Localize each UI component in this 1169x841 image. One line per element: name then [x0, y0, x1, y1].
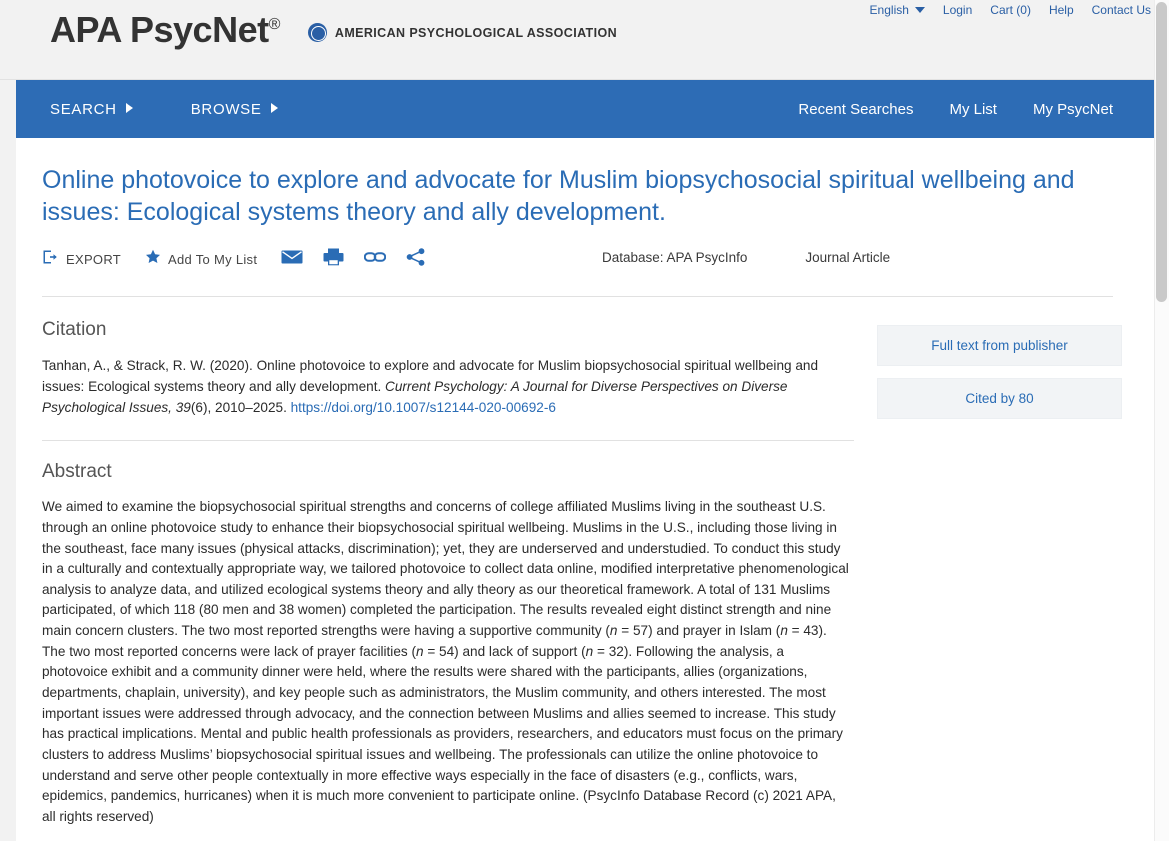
abstract-part-4: = 54) and lack of support (	[423, 643, 586, 659]
utility-nav	[870, 0, 1151, 20]
export-label: EXPORT	[66, 251, 122, 267]
database-label: Database: APA PsycInfo	[602, 250, 748, 265]
language-label: English	[869, 3, 909, 17]
site-header	[0, 0, 1169, 80]
page-scrollbar[interactable]	[1154, 0, 1169, 841]
record-toolbar	[42, 244, 1113, 274]
export-icon	[42, 249, 59, 270]
page-title: Online photovoice to explore and advocate for Muslim biopsychosocial spiritual wellbeing and issues: Ecological systems theory and ally development.	[42, 166, 1075, 226]
main-navigation	[0, 80, 1169, 138]
apa-association-name: AMERICAN PSYCHOLOGICAL ASSOCIATION	[334, 25, 618, 40]
citation-authors-year: Tanhan, A., & Strack, R. W. (2020).	[42, 358, 257, 373]
permalink-button[interactable]	[364, 249, 386, 270]
print-button[interactable]	[323, 248, 344, 271]
citation-text	[42, 355, 832, 418]
full-text-button[interactable]: Full text from publisher	[877, 325, 1122, 366]
chevron-right-icon	[271, 103, 278, 113]
citation-article-title: Online photovoice to explore and advocate for Muslim biopsychosocial spiritual wellbeing and issues: Ecological systems theory and ally development.	[42, 358, 819, 395]
chevron-right-icon	[126, 103, 133, 113]
nav-browse[interactable]	[191, 101, 278, 118]
star-icon	[145, 249, 161, 270]
abstract-n-4: n	[585, 643, 594, 659]
abstract-n-1: n	[609, 623, 618, 639]
record-type-label: Journal Article	[805, 250, 891, 265]
chevron-down-icon	[915, 7, 925, 13]
abstract-part-5: = 32). Following the analysis, a photovoice exhibit and a community dinner were held, where the results were shared with the participants, allies (organizations, departments, chaplain, university), and key people such as administrators, the Muslim community, and others interested. The most important issues were addressed through advocacy, and the connection between Muslims and allies seemed to increase. This study has practical implications. Mental and public health professionals as providers, researchers, and educators must focus on the primary clusters to address Muslims’ biopsychosocial spiritual issues and wellbeing. The professionals can utilize the online photovoice to understand and serve other people contextually in more effective ways especially in the face of disasters (e.g., conflicts, wars, epidemics, pandemics, hurricanes) when it is much more convenient to participate online. (PsycInfo Database Record (c) 2021 APA, all rights reserved)	[42, 643, 843, 825]
citation-journal: Current Psychology: A Journal for Diverse Perspectives on Diverse Psychological Issues, 39	[42, 379, 788, 416]
email-icon	[281, 249, 303, 270]
abstract-n-2: n	[780, 623, 788, 639]
nav-my-psycnet[interactable]: My PsycNet	[1032, 100, 1113, 118]
abstract-heading: Abstract	[42, 461, 112, 483]
abstract-part-1: We aimed to examine the biopsychosocial spiritual strengths and concerns of college affiliated Muslims living in the southeast U.S. through an online photovoice study to enhance their biopsychosocial spiritual wellbeing. Muslims in the U.S., including those living in the southeast, face many issues (physical attacks, discrimination); yet, they are underserved and understudied. To conduct this study in a culturally and contextually appropriate way, we tailored photovoice to collect data online, modified interpretative phenomenological analysis to analyze data, and utilized ecological systems theory and ally theory as our theoretical framework. A total of 131 Muslims participated, of which 118 (80 men and 38 women) completed the participation. The results revealed eight distinct strength and nine main concern clusters. The two most reported strengths were having a supportive community (	[42, 499, 849, 639]
apa-association-mark	[308, 23, 617, 48]
citation-heading: Citation	[42, 319, 107, 340]
record-content	[0, 138, 1169, 828]
citation-doi-link[interactable]: https://doi.org/10.1007/s12144-020-00692-6	[290, 400, 556, 416]
abstract-part-2: = 57) and prayer in Islam (	[617, 623, 781, 639]
psycnet-logo-text: APA PsycNet	[50, 9, 269, 50]
contact-us-link[interactable]: Contact Us	[1091, 3, 1151, 17]
export-button[interactable]	[42, 249, 121, 270]
nav-right-group	[798, 101, 1113, 118]
nav-left-group	[50, 101, 278, 118]
brand-row	[50, 9, 618, 50]
abstract-text	[42, 497, 852, 828]
apa-seal-icon	[308, 23, 327, 42]
login-link[interactable]: Login	[942, 3, 973, 17]
share-icon	[406, 248, 426, 271]
share-button[interactable]	[406, 248, 426, 271]
nav-search[interactable]	[50, 101, 133, 118]
nav-recent-searches[interactable]: Recent Searches	[798, 100, 914, 118]
email-button[interactable]	[281, 249, 303, 270]
help-link[interactable]: Help	[1048, 3, 1074, 17]
language-selector[interactable]	[870, 3, 925, 17]
record-sidebar	[877, 319, 1122, 828]
citation-issue-pages: (6), 2010–2025.	[190, 400, 291, 416]
nav-browse-label: BROWSE	[190, 100, 262, 118]
registered-mark: ®	[268, 16, 280, 33]
record-meta	[602, 250, 890, 265]
add-to-my-list-button[interactable]	[145, 249, 257, 270]
nav-my-list[interactable]: My List	[949, 100, 997, 118]
print-icon	[323, 248, 344, 271]
psycnet-logo[interactable]	[50, 9, 280, 50]
cited-by-button[interactable]: Cited by 80	[877, 378, 1122, 419]
scrollbar-thumb[interactable]	[1156, 2, 1167, 302]
abstract-part-3: = 43). The two most reported concerns were lack of prayer facilities (	[42, 623, 827, 659]
record-body	[42, 297, 1113, 828]
permalink-icon	[364, 249, 386, 270]
record-main-column	[42, 319, 857, 828]
citation-divider	[42, 440, 854, 441]
add-to-my-list-label: Add To My List	[168, 251, 258, 267]
abstract-n-3: n	[415, 643, 424, 659]
nav-search-label: SEARCH	[50, 100, 117, 118]
cart-link[interactable]: Cart (0)	[990, 3, 1031, 17]
